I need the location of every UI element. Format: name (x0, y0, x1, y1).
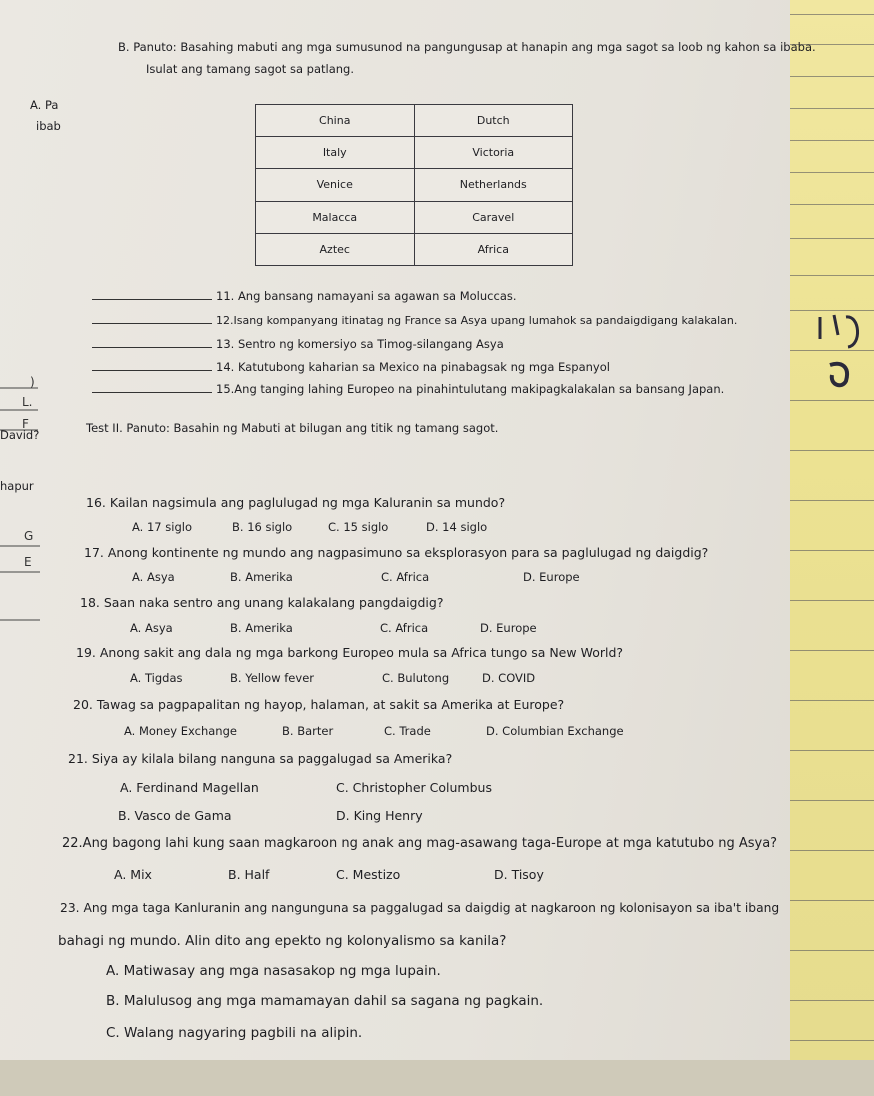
option-a[interactable]: A. 17 siglo (132, 520, 192, 534)
option-d[interactable]: D. King Henry (336, 808, 423, 823)
option-c[interactable]: C. Africa (381, 570, 430, 584)
option-c[interactable]: C. Walang nagyaring pagbili na alipin. (106, 1025, 363, 1041)
option-a[interactable]: A. Tigdas (130, 671, 183, 685)
option-d[interactable]: D. Columbian Exchange (486, 724, 624, 738)
fill-item-14: 14. Katutubong kaharian sa Mexico na pinabagsak ng mga Espanyol (92, 360, 610, 374)
svg-text:): ) (30, 375, 35, 389)
option-a[interactable]: A. Asya (130, 621, 173, 635)
question-18: 18. Saan naka sentro ang unang kalakalang pangdaigdig? (80, 595, 444, 610)
question-23-line1: 23. Ang mga taga Kanluranin ang nangunguna sa paggalugad sa daigdig at nagkaroon ng kolonisayon sa iba't ibang (60, 901, 780, 915)
option-b[interactable]: B. Yellow fever (230, 671, 314, 685)
choice-cell: Dutch (414, 105, 573, 137)
fill-item-13: 13. Sentro ng komersiyo sa Timog-silangang Asya (92, 337, 504, 351)
option-b[interactable]: B. Malulusog ang mga mamamayan dahil sa sagana ng pagkain. (106, 993, 544, 1009)
svg-text:G: G (24, 529, 34, 543)
question-17: 17. Anong kontinente ng mundo ang nagpasimuno sa eksplorasyon para sa paglulugad ng daigdig? (84, 545, 709, 560)
option-d[interactable]: D. 14 siglo (426, 520, 488, 534)
option-b[interactable]: B. Vasco de Gama (118, 808, 232, 823)
option-a[interactable]: A. Mix (114, 867, 152, 882)
option-a[interactable]: A. Asya (132, 570, 175, 584)
choice-cell: Malacca (256, 201, 415, 233)
answer-blank[interactable] (92, 370, 212, 371)
instruction-header: B. Panuto: Basahing mabuti ang mga sumusunod na pangungusap at hanapin ang mga sagot sa loob ng kahon sa ibaba. (118, 40, 816, 54)
svg-text:L.: L. (22, 395, 33, 409)
option-d[interactable]: D. COVID (482, 671, 536, 685)
option-d[interactable]: D. Europe (523, 570, 580, 584)
left-fragment-1: A. Pa (30, 98, 59, 112)
fill-item-11: 11. Ang bansang namayani sa agawan sa Moluccas. (92, 289, 517, 303)
choice-cell: Netherlands (414, 169, 573, 201)
handwriting-scribble-icon (790, 305, 874, 395)
left-fragment-3: David? (0, 428, 40, 442)
instruction-subheader: Isulat ang tamang sagot sa patlang. (146, 62, 354, 76)
left-fragment-4: hapur (0, 479, 34, 493)
option-d[interactable]: D. Europe (480, 621, 537, 635)
bottom-edge (0, 1060, 874, 1096)
answer-blank[interactable] (92, 323, 212, 324)
option-a[interactable]: A. Money Exchange (124, 724, 237, 738)
option-c[interactable]: C. 15 siglo (328, 520, 389, 534)
option-c[interactable]: C. Bulutong (382, 671, 450, 685)
choices-box (255, 104, 573, 266)
option-a[interactable]: A. Matiwasay ang mga nasasakop ng mga lupain. (106, 963, 441, 979)
left-margin-lines-icon (0, 370, 70, 650)
option-d[interactable]: D. Tisoy (494, 867, 544, 882)
option-b[interactable]: B. Half (228, 867, 270, 882)
question-22: 22.Ang bagong lahi kung saan magkaroon ng anak ang mag-asawang taga-Europe at mga katutubo ng Asya? (62, 836, 778, 851)
choice-cell: Africa (414, 233, 573, 265)
fill-item-15: 15.Ang tanging lahing Europeo na pinahintulutang makipagkalakalan sa bansang Japan. (92, 382, 724, 396)
answer-blank[interactable] (92, 392, 212, 393)
question-21: 21. Siya ay kilala bilang nanguna sa paggalugad sa Amerika? (68, 751, 453, 766)
option-b[interactable]: B. Amerika (230, 621, 293, 635)
option-b[interactable]: B. 16 siglo (232, 520, 293, 534)
fill-item-12: 12.Isang kompanyang itinatag ng France sa Asya upang lumahok sa pandaigdigang kalakalan. (92, 314, 737, 327)
answer-blank[interactable] (92, 299, 212, 300)
question-20: 20. Tawag sa pagpapalitan ng hayop, halaman, at sakit sa Amerika at Europe? (73, 697, 565, 712)
choice-cell: Venice (256, 169, 415, 201)
question-23-line2: bahagi ng mundo. Alin dito ang epekto ng kolonyalismo sa kanila? (58, 933, 507, 949)
question-19: 19. Anong sakit ang dala ng mga barkong Europeo mula sa Africa tungo sa New World? (76, 645, 624, 660)
answer-blank[interactable] (92, 347, 212, 348)
question-16: 16. Kailan nagsimula ang paglulugad ng mga Kaluranin sa mundo? (86, 495, 506, 510)
choice-cell: Caravel (414, 201, 573, 233)
left-fragment-2: ibab (36, 119, 61, 133)
svg-text:F: F (22, 417, 29, 431)
choice-cell: China (256, 105, 415, 137)
choice-cell: Aztec (256, 233, 415, 265)
option-b[interactable]: B. Amerika (230, 570, 293, 584)
option-c[interactable]: C. Mestizo (336, 867, 401, 882)
option-c[interactable]: C. Africa (380, 621, 429, 635)
option-b[interactable]: B. Barter (282, 724, 334, 738)
choice-cell: Italy (256, 137, 415, 169)
test2-title: Test II. Panuto: Basahin ng Mabuti at bilugan ang titik ng tamang sagot. (86, 421, 499, 435)
notebook-edge (790, 0, 874, 1060)
option-c[interactable]: C. Christopher Columbus (336, 780, 492, 795)
option-c[interactable]: C. Trade (384, 724, 431, 738)
svg-text:E: E (24, 555, 32, 569)
option-a[interactable]: A. Ferdinand Magellan (120, 780, 259, 795)
choice-cell: Victoria (414, 137, 573, 169)
